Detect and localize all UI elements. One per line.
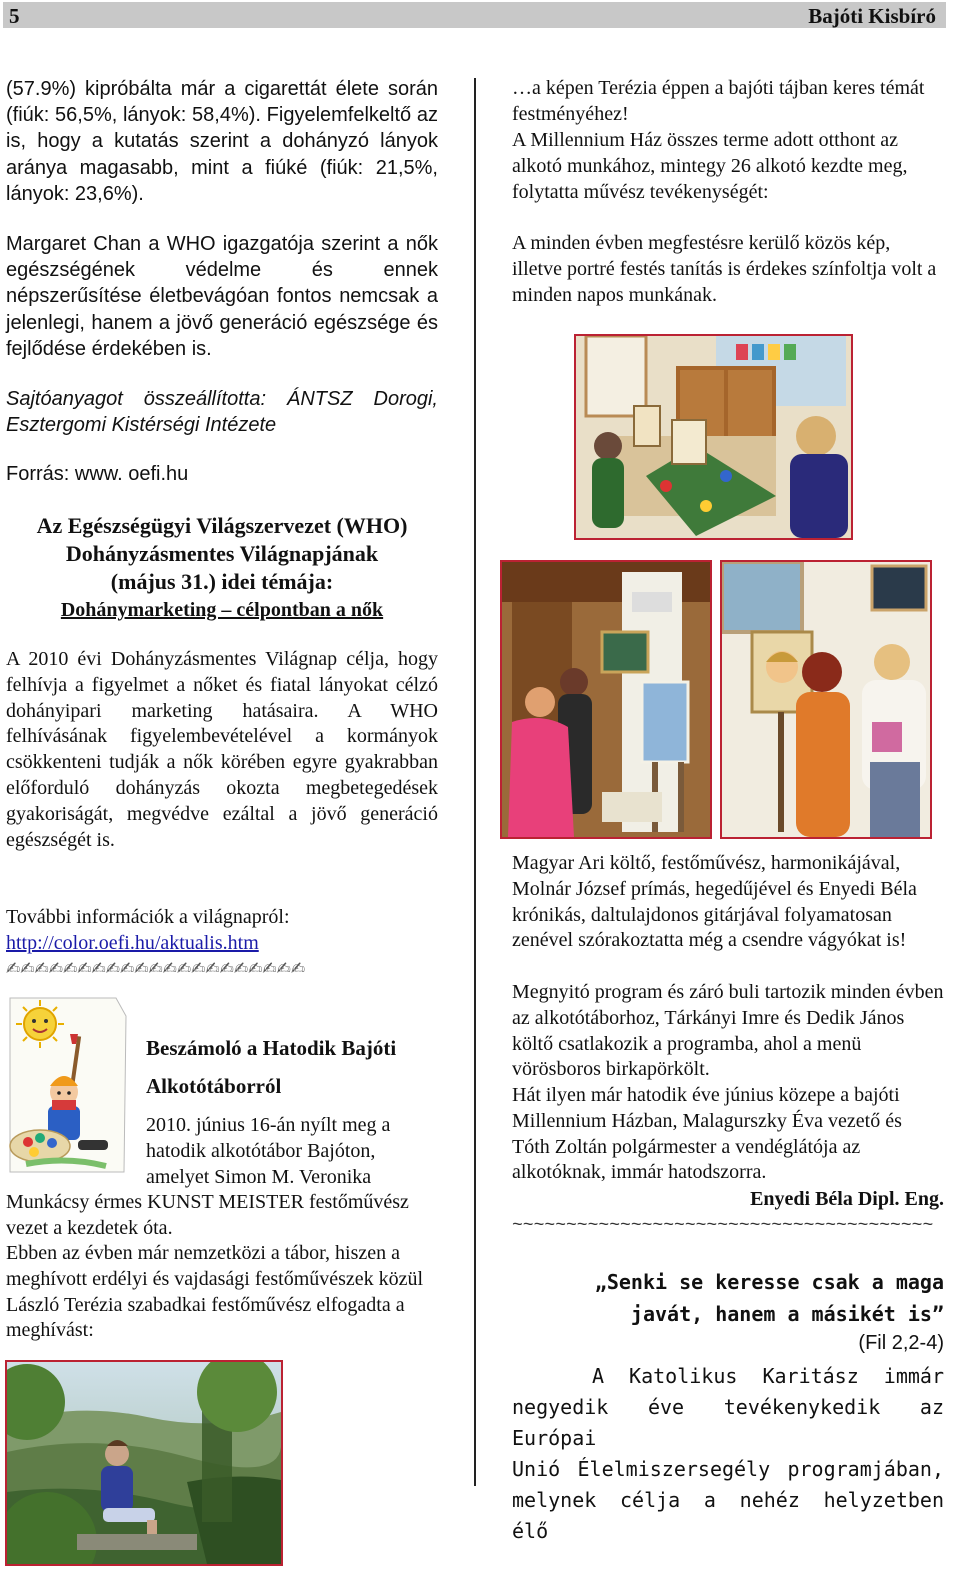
bible-quote	[512, 1266, 944, 1330]
cartoon-painter-image	[6, 996, 128, 1174]
who-title-line: Az Egészségügyi Világszervezet (WHO)	[36, 513, 408, 538]
report-title-line: Beszámoló a Hatodik Bajóti	[146, 1036, 397, 1060]
report-intro: 2010. június 16-án nyílt meg a hatodik alkotótábor Bajóton, amelyet Simon M. Veronika	[146, 1114, 391, 1188]
who-title-line: Dohányzásmentes Világnapjának	[65, 541, 379, 566]
who-title-line: (május 31.) idei témája:	[110, 569, 334, 594]
who-title-theme: Dohánymarketing – célpontban a nők	[60, 599, 384, 621]
caritas-line: melynek célja a nehéz helyzetben élő	[512, 1488, 944, 1543]
landscape-photo	[5, 1360, 283, 1566]
compiled-by: Sajtóanyagot összeállította: ÁNTSZ Dorogi, Esztergomi Kistérségi Intézete	[6, 388, 438, 437]
caritas-line: Unió Élelmiszersegély programjában,	[512, 1457, 944, 1481]
source-line: Forrás: www. oefi.hu	[6, 463, 189, 485]
tilde-separator: ~~~~~~~~~~~~~~~~~~~~~~~~~~~~~~~~~~~~~~~	[512, 1216, 934, 1236]
header-bar	[3, 2, 946, 28]
quote-line: „Senki se keresse csak a maga	[594, 1270, 944, 1294]
music-paragraph: Magyar Ari költő, festőművész, harmonikájával, Molnár József prímás, hegedűjével és Enyedi Béla krónikás, daltulajdonos gitárjával folyamatosan zenével szórakoztatta még a csendre vágyókat is!	[512, 852, 917, 952]
report-continuation: Munkácsy érmes KUNST MEISTER festőművész vezet a kezdetek óta.	[6, 1191, 409, 1239]
who-title	[6, 512, 438, 624]
author-signature: Enyedi Béla Dipl. Eng.	[750, 1188, 944, 1210]
quote-reference: (Fil 2,2-4)	[858, 1332, 944, 1354]
painters-photo-right	[720, 560, 932, 839]
more-info-label: További információk a világnapról:	[6, 906, 290, 928]
common-painting-paragraph: A minden évben megfestésre kerülő közös kép, illetve portré festés tanítás is érdekes színfoltja volt a minden napos munkának.	[512, 232, 937, 306]
sixth-year-paragraph: Hát ilyen már hatodik éve június közepe a bajóti Millennium Házban, Malagurszky Éva vezető és Tóth Zoltán polgármester a vendéglátója az alkotóknak, immár hatodszorra.	[512, 1084, 902, 1184]
quote-line: javát, hanem a másikét is”	[630, 1302, 944, 1326]
chan-paragraph: Margaret Chan a WHO igazgatója szerint a nők egészségének védelme és ennek népszerűsítése életbevágóan fontos nemcsak a jelenlegi, hanem a jövő generáció egészsége és fejlődése érdekében is.	[6, 233, 438, 360]
stats-paragraph: (57.9%) kipróbálta már a cigarettát élete során (fiúk: 56,5%, lányok: 58,4%). Figyelemfelkeltő az is, hogy a kutatás szerint a dohányzó lányok aránya magasabb, mint a fiúké (fiúk: 21,5%, lányok: 23,6%).	[6, 78, 438, 205]
rooms-paragraph: A Millennium Ház összes terme adott otthont az alkotó munkához, mintegy 26 alkotó kezdte meg, folytatta művész tevékenységét:	[512, 129, 908, 203]
world-day-link[interactable]: http://color.oefi.hu/aktualis.htm	[6, 932, 259, 954]
caritas-line: negyedik éve tevékenykedik az Európai	[512, 1395, 944, 1450]
terezia-caption: …a képen Terézia éppen a bajóti tájban keres témát festményéhez!	[512, 77, 925, 125]
caritas-paragraph	[512, 1361, 944, 1547]
pen-separator: ✍✍✍✍✍✍✍✍✍✍✍✍✍✍✍✍✍✍✍✍✍	[6, 959, 306, 979]
painters-photo-left	[500, 560, 712, 839]
report-international: Ebben az évben már nemzetközi a tábor, hiszen a meghívott erdélyi és vajdasági festőművészek közül László Terézia szabadkai festőművész elfogadta a meghívást:	[6, 1242, 424, 1342]
publication-title: Bajóti Kisbíró	[808, 4, 936, 28]
caritas-line: A Katolikus Karitász immár	[592, 1364, 944, 1388]
report-title-line: Alkotótáborról	[146, 1074, 282, 1098]
page-number: 5	[9, 4, 20, 28]
column-divider	[474, 78, 476, 1486]
program-paragraph: Megnyitó program és záró buli tartozik minden évben az alkotótáborhoz, Tárkányi Imre és Dedik János költő csatlakozik a programba, ahol a menü vörösboros birkapörkölt.	[512, 981, 944, 1081]
sun-icon	[16, 1000, 64, 1048]
studio-photo	[574, 334, 853, 540]
who-paragraph: A 2010 évi Dohányzásmentes Világnap célja, hogy felhívja a figyelmet a nőket és fiatal lányokat célzó dohányipari marketing hatásaira. A WHO felhívásának figyelembevételével a kormányok csökkenteni tudják a nők körében egyre gyakrabban előforduló dohányzás okozta megbetegedések gyakoriságát, megvédve ezáltal a jövő generáció egészségét is.	[6, 648, 438, 851]
